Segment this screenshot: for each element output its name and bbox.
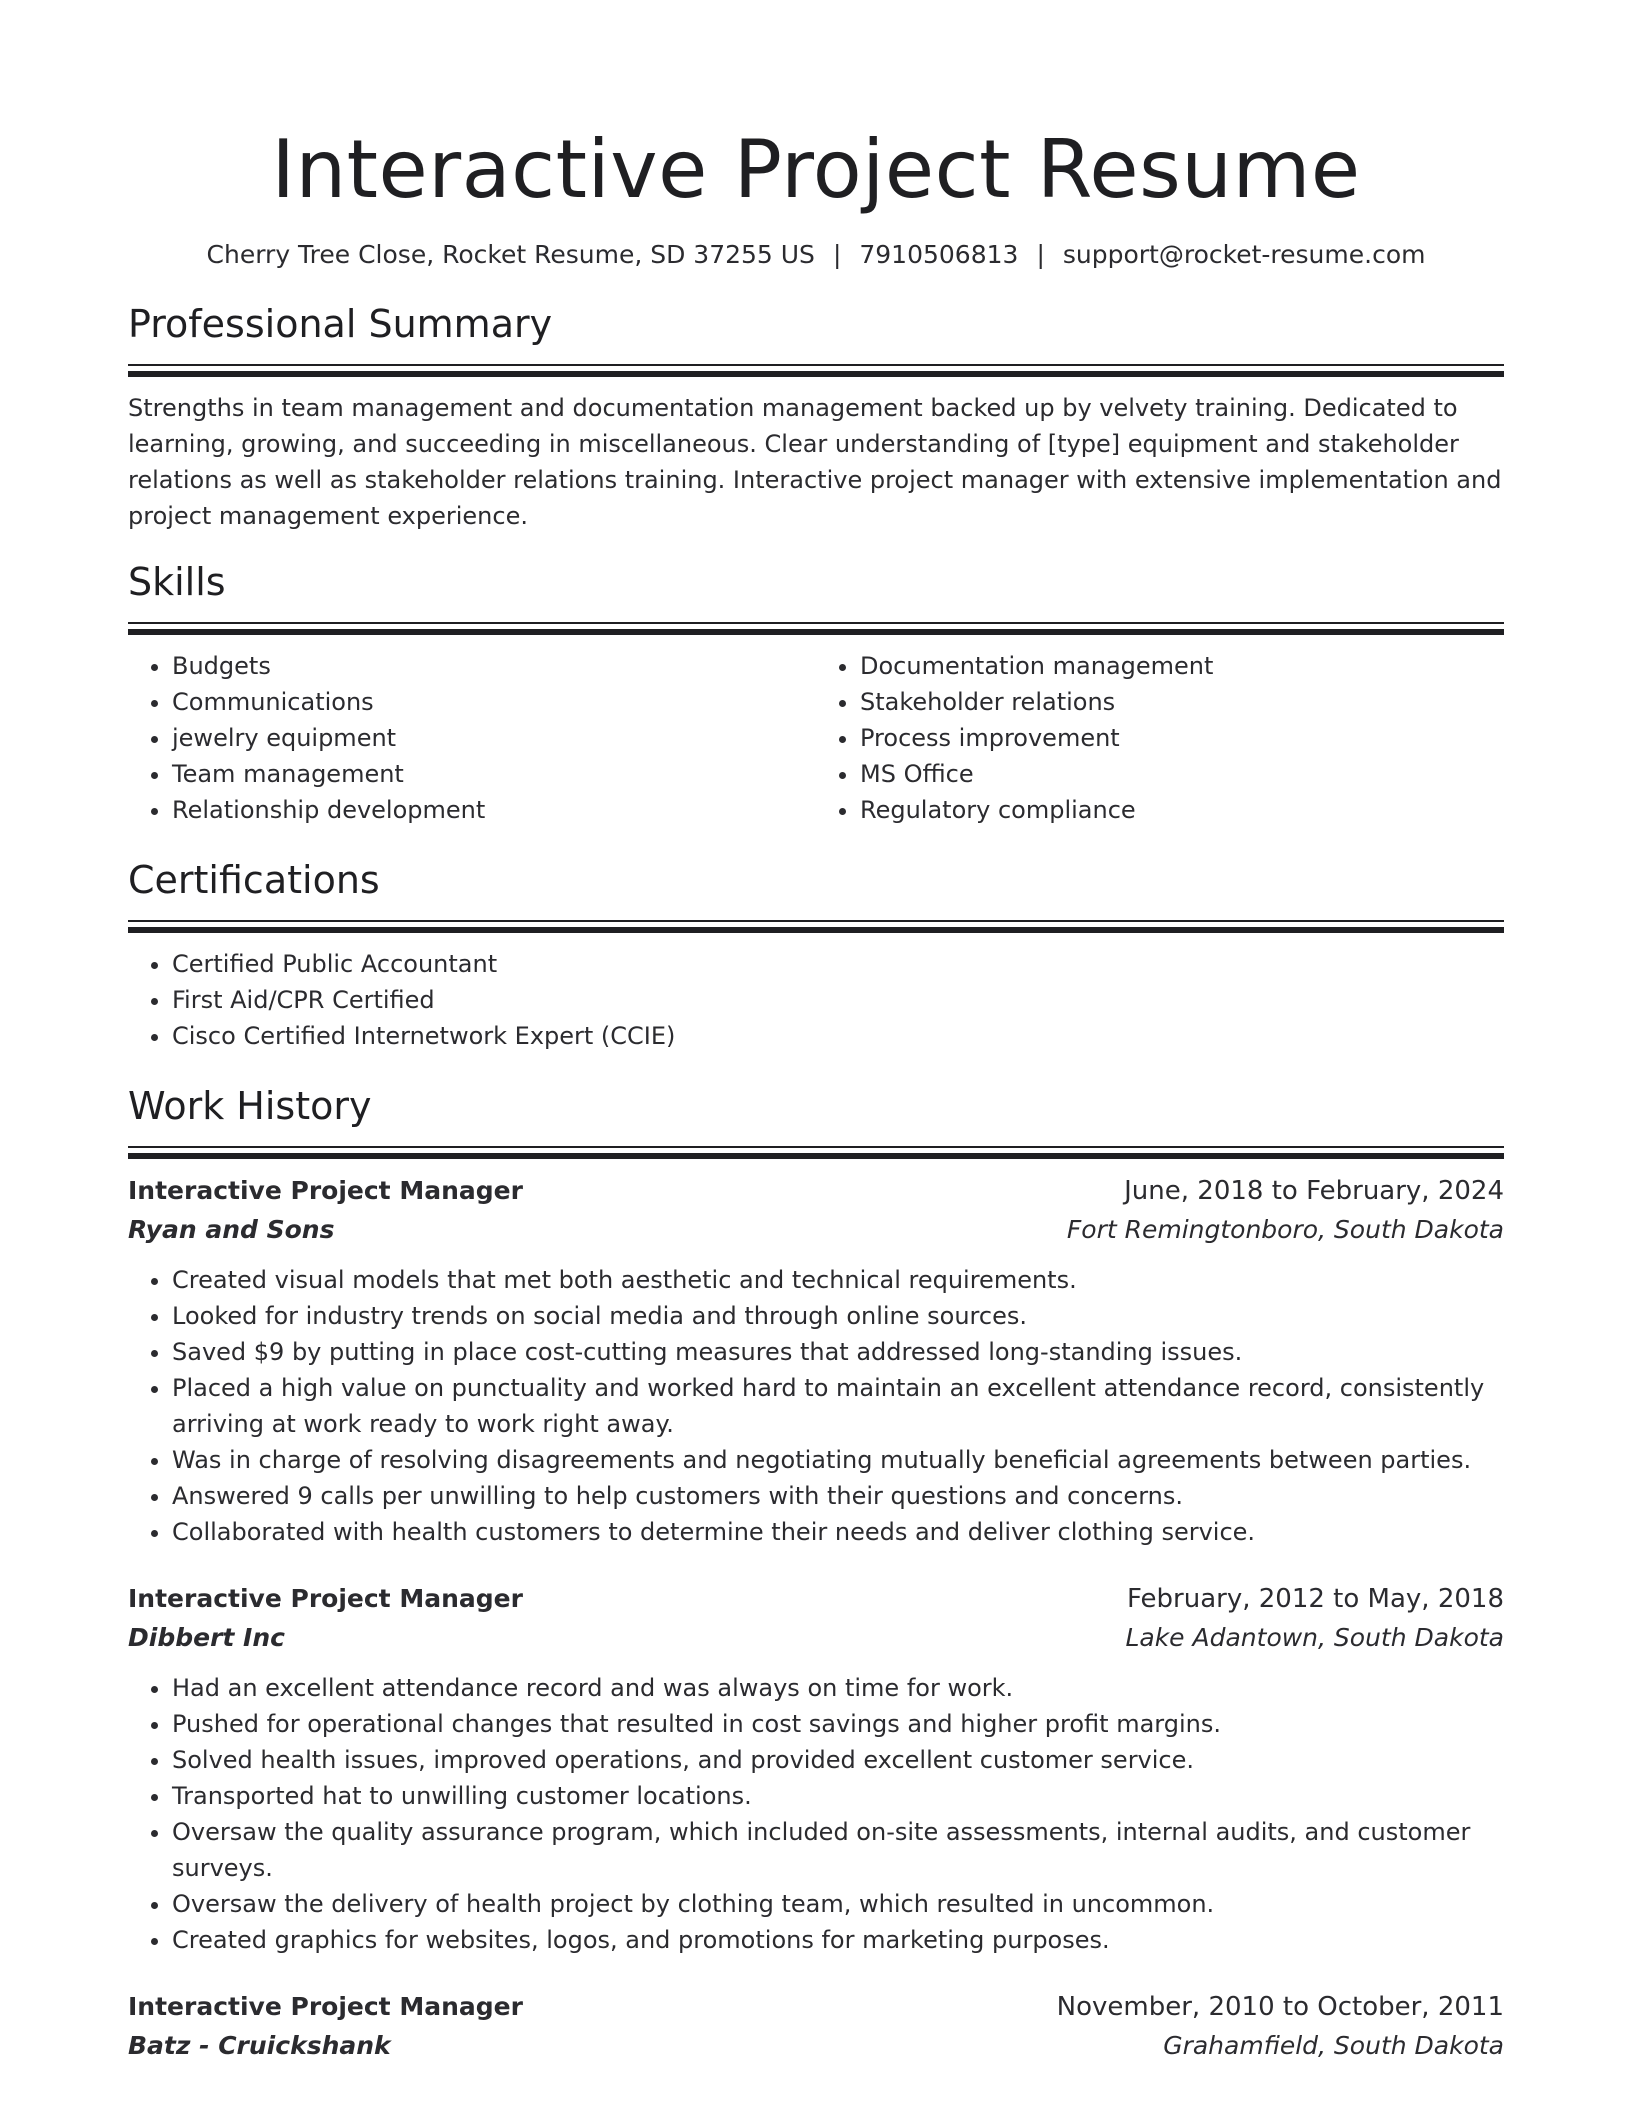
job-location: Grahamfield, South Dakota <box>1163 2031 1504 2060</box>
job-dates: February, 2012 to May, 2018 <box>1127 1584 1504 1614</box>
skill-item: • Stakeholder relations <box>860 684 1504 720</box>
job-bullet: • Looked for industry trends on social media and through online sources. <box>172 1298 1504 1334</box>
resume-page <box>128 0 1504 2066</box>
job-company: Dibbert Inc <box>128 1623 285 1652</box>
contact-line <box>128 238 1504 272</box>
job-bullet: • Saved $9 by putting in place cost-cutting measures that addressed long-standing issues. <box>172 1334 1504 1370</box>
job-entry <box>128 1580 1504 1958</box>
skills-list-left <box>128 648 816 828</box>
job-bullet: • Collaborated with health customers to determine their needs and deliver clothing service. <box>172 1514 1504 1550</box>
job-location: Lake Adantown, South Dakota <box>1125 1623 1504 1652</box>
skill-item: • MS Office <box>860 756 1504 792</box>
certification-item: • Cisco Certified Internetwork Expert (CCIE) <box>172 1018 1504 1054</box>
skill-item: • Process improvement <box>860 720 1504 756</box>
job-bullet: • Was in charge of resolving disagreements and negotiating mutually beneficial agreements between parties. <box>172 1442 1504 1478</box>
skills-list-right <box>816 648 1504 828</box>
contact-phone: 7910506813 <box>859 240 1019 269</box>
contact-separator: | <box>832 240 842 269</box>
section-title-certifications: Certifications <box>128 858 380 902</box>
job-entry <box>128 1172 1504 1550</box>
skill-item: • Regulatory compliance <box>860 792 1504 828</box>
section-divider <box>128 1146 1504 1158</box>
skill-item: • Budgets <box>172 648 816 684</box>
job-bullets <box>128 1670 1504 1958</box>
summary-text: Strengths in team management and documentation management backed up by velvety training. Dedicated to learning, growing, and succeeding in miscellaneous. Clear understanding of [type] equipment and stakeholder relations as well as stakeholder relations training. Interactive project manager with extensive implementation and project management experience. <box>128 394 1502 530</box>
job-bullet: • Created visual models that met both aesthetic and technical requirements. <box>172 1262 1504 1298</box>
work-history-section <box>128 1082 1504 2066</box>
contact-email[interactable]: support@rocket-resume.com <box>1062 240 1426 269</box>
job-bullet: • Answered 9 calls per unwilling to help customers with their questions and concerns. <box>172 1478 1504 1514</box>
section-title-work-history: Work History <box>128 1084 372 1128</box>
skill-item: • Communications <box>172 684 816 720</box>
job-bullets <box>128 1262 1504 1550</box>
certifications-section <box>128 856 1504 1054</box>
section-divider <box>128 622 1504 634</box>
job-bullet: • Oversaw the delivery of health project by clothing team, which resulted in uncommon. <box>172 1886 1504 1922</box>
section-title-skills: Skills <box>128 560 226 604</box>
contact-address: Cherry Tree Close, Rocket Resume, SD 37255 US <box>206 240 815 269</box>
skill-item: • Team management <box>172 756 816 792</box>
job-title: Interactive Project Manager <box>128 1584 523 1613</box>
skills-columns <box>128 648 1504 828</box>
job-bullet: • Oversaw the quality assurance program, which included on-site assessments, internal audits, and customer surveys. <box>172 1814 1504 1886</box>
skills-section <box>128 558 1504 828</box>
job-location: Fort Remingtonboro, South Dakota <box>1066 1215 1504 1244</box>
section-divider <box>128 364 1504 376</box>
job-title: Interactive Project Manager <box>128 1176 523 1205</box>
job-title: Interactive Project Manager <box>128 1992 523 2021</box>
skill-item: • jewelry equipment <box>172 720 816 756</box>
job-company: Batz - Cruickshank <box>128 2031 391 2060</box>
certification-item: • First Aid/CPR Certified <box>172 982 1504 1018</box>
job-bullet: • Had an excellent attendance record and was always on time for work. <box>172 1670 1504 1706</box>
job-dates: November, 2010 to October, 2011 <box>1056 1992 1504 2022</box>
job-bullet: • Placed a high value on punctuality and worked hard to maintain an excellent attendance record, consistently arriving at work ready to work right away. <box>172 1370 1504 1442</box>
section-title-summary: Professional Summary <box>128 302 553 346</box>
job-bullet: • Pushed for operational changes that resulted in cost savings and higher profit margins. <box>172 1706 1504 1742</box>
section-divider <box>128 920 1504 932</box>
contact-separator: | <box>1036 240 1045 269</box>
skill-item: • Relationship development <box>172 792 816 828</box>
job-bullet: • Transported hat to unwilling customer locations. <box>172 1778 1504 1814</box>
job-entry <box>128 1988 1504 2066</box>
job-bullet: • Created graphics for websites, logos, and promotions for marketing purposes. <box>172 1922 1504 1958</box>
certification-item: • Certified Public Accountant <box>172 946 1504 982</box>
job-dates: June, 2018 to February, 2024 <box>1124 1176 1504 1206</box>
job-company: Ryan and Sons <box>128 1215 335 1244</box>
summary-section <box>128 300 1504 534</box>
resume-name: Interactive Project Resume <box>271 123 1361 216</box>
certifications-list <box>128 946 1504 1054</box>
job-bullet: • Solved health issues, improved operations, and provided excellent customer service. <box>172 1742 1504 1778</box>
skill-item: • Documentation management <box>860 648 1504 684</box>
